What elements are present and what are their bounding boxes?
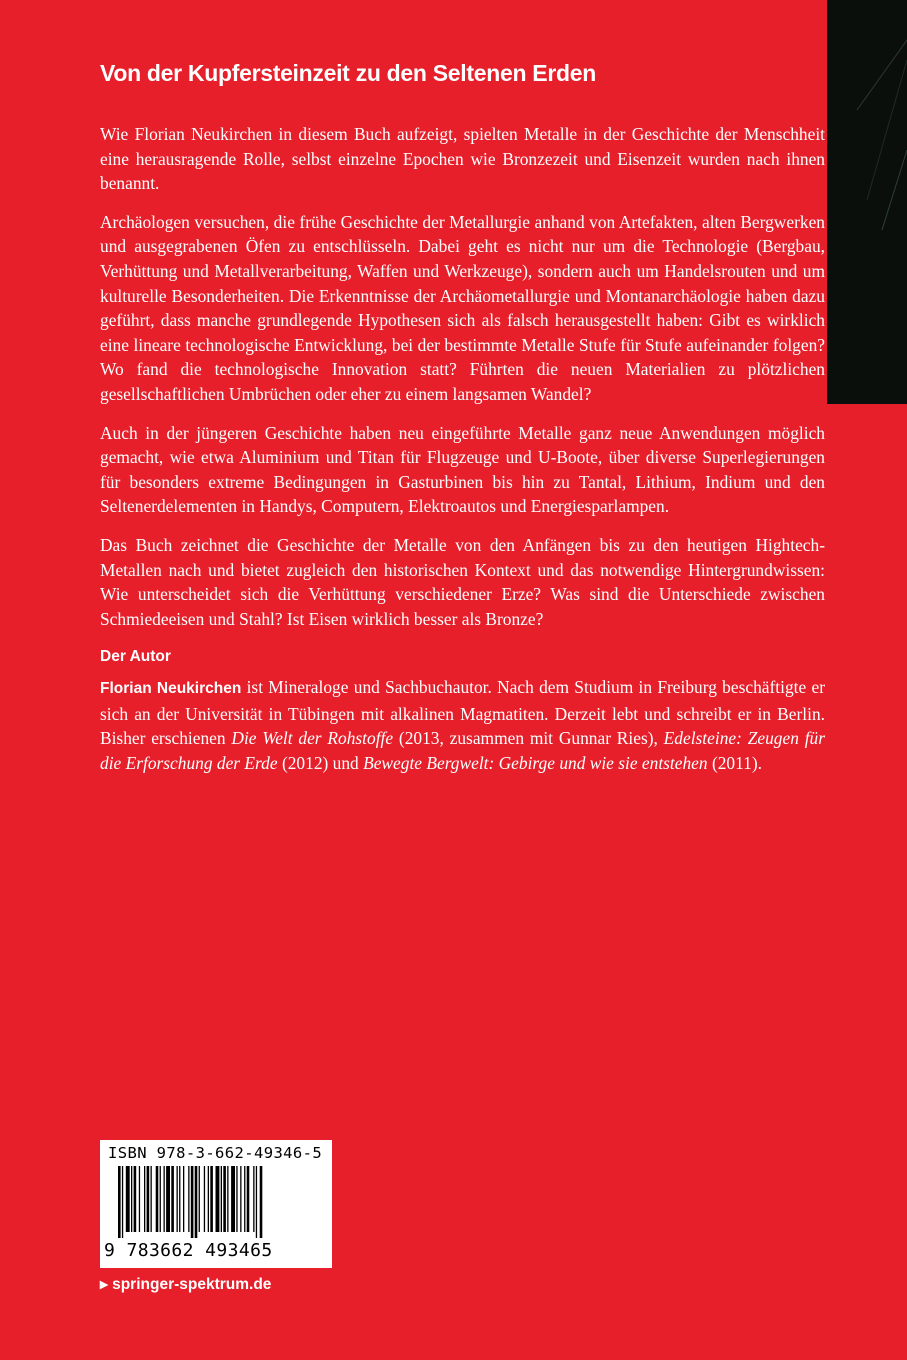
author-book-title: Edelsteine: Zeugen für die Erforschung der Erde (100, 728, 826, 774)
isbn-barcode (100, 1140, 332, 1268)
barcode-bar (227, 1166, 228, 1232)
barcode-bar (195, 1166, 198, 1238)
blurb-paragraph-3: Auch in der jüngeren Geschichte haben neu eingeführte Metalle ganz neue Anwendungen möglich gemacht, wie etwa Aluminium und Titan für Flugzeuge und U-Boote, über diverse Superlegierungen für besonders extreme Bedingungen in Gasturbinen bis hin zu Tantal, Lithium, Indium und den Seltenerdelementen in Handys, Computern, Elektroautos und Energiesparlampen. (100, 422, 825, 517)
barcode-bar (166, 1166, 170, 1232)
barcode-bar (131, 1166, 132, 1232)
author-book-title: Bewegte Bergwelt: Gebirge und wie sie entstehen (363, 753, 708, 774)
barcode-bar (134, 1166, 137, 1232)
barcode-bar (164, 1166, 165, 1232)
author-bio-part: (2012) und (277, 753, 364, 774)
barcode-bar (171, 1166, 174, 1232)
barcode-bar (204, 1166, 205, 1232)
author-bio-part: (2013, zusammen mit Gunnar Ries), (393, 728, 664, 749)
panel-streak-decoration (827, 0, 907, 404)
barcode-bar (256, 1166, 257, 1238)
barcode-bar (210, 1166, 213, 1232)
barcode-bar (231, 1166, 235, 1232)
barcode-bar (118, 1166, 121, 1238)
author-bio (100, 675, 825, 775)
barcode-bar (199, 1166, 200, 1232)
barcode-bar (223, 1166, 226, 1232)
barcode-bar (144, 1166, 145, 1232)
barcode-bar (260, 1166, 263, 1238)
barcode-bar (177, 1166, 178, 1232)
barcode-bar (183, 1166, 184, 1232)
barcode-bar (139, 1166, 140, 1232)
author-book-title: Die Welt der Rohstoffe (231, 728, 394, 749)
barcode-bar (221, 1166, 222, 1232)
back-cover-content (100, 58, 825, 776)
barcode-bar (160, 1166, 161, 1232)
blurb-paragraph-4: Das Buch zeichnet die Geschichte der Metalle von den Anfängen bis zu den heutigen Hightech-Metallen nach und bietet zugleich den historischen Kontext und das notwendige Hintergrundwissen: Wie unterscheidet sich die Verhüttung verschiedener Erze? Was sind die Unterschiede zwischen Schmiedeeisen und Stahl? Ist Eisen wirklich besser als Bronze? (100, 534, 825, 629)
barcode-bar (240, 1166, 241, 1232)
cover-dark-panel (827, 0, 907, 404)
barcode-bar (147, 1166, 150, 1232)
author-heading: Der Autor (100, 648, 171, 666)
author-name: Florian Neukirchen (100, 680, 242, 698)
barcode-bar (188, 1166, 189, 1232)
barcode-digits: 9 783662 493465 (104, 1240, 273, 1261)
blurb (100, 122, 825, 631)
blurb-paragraph-1: Wie Florian Neukirchen in diesem Buch aufzeigt, spielten Metalle in der Geschichte der Menschheit eine herausragende Rolle, selbst einzelne Epochen wie Bronzezeit und Eisenzeit wurden nach ihnen benannt. (100, 124, 825, 194)
barcode-bar (122, 1166, 123, 1238)
barcode-bar (236, 1166, 237, 1232)
barcode-bar (156, 1166, 159, 1232)
publisher-website: ▸ springer-spektrum.de (100, 1276, 272, 1293)
barcode-bar (179, 1166, 180, 1232)
isbn-label: ISBN 978-3-662-49346-5 (108, 1144, 323, 1162)
author-bio-part: (2011). (707, 753, 763, 774)
author-bio-part: ist Mineraloge und Sachbuchautor. Nach dem Studium in Freiburg beschäftigte er sich an der Universität in Tübingen mit alkalinen Magmatiten. Derzeit lebt und schreibt er in Berlin. Bisher erschienen (100, 677, 825, 749)
barcode-bar (244, 1166, 245, 1232)
barcode-bar (216, 1166, 220, 1232)
barcode-bars (118, 1166, 318, 1238)
barcode-bar (126, 1166, 130, 1232)
barcode-bar (191, 1166, 194, 1238)
blurb-paragraph-2: Archäologen versuchen, die frühe Geschichte der Metallurgie anhand von Artefakten, alten Bergwerken und ausgegrabenen Öfen zu entschlüsseln. Dabei geht es nicht nur um die Technologie (Bergbau, Verhüttung und Metallverarbeitung, Waffen und Werkzeuge), sondern auch um Handelsrouten und um kulturelle Besonderheiten. Die Erkenntnisse der Archäometallurgie und Montanarchäologie haben dazu geführt, dass manche grundlegende Hypothesen sich als falsch herausgestellt haben: Gibt es wirklich eine lineare technologische Entwicklung, bei der bestimmte Metalle Stufe für Stufe aufeinander folgen? Wo fand die technologische Innovation statt? Führten die neuen Materialien zu plötzlichen gesellschaftlichen Umbrüchen oder eher zu einem langsamen Wandel? (100, 211, 825, 404)
barcode-bar (151, 1166, 152, 1232)
barcode-bar (208, 1166, 209, 1232)
barcode-bar (247, 1166, 250, 1232)
barcode-bar (253, 1166, 254, 1232)
headline: Von der Kupfersteinzeit zu den Seltenen Erden (100, 60, 596, 86)
